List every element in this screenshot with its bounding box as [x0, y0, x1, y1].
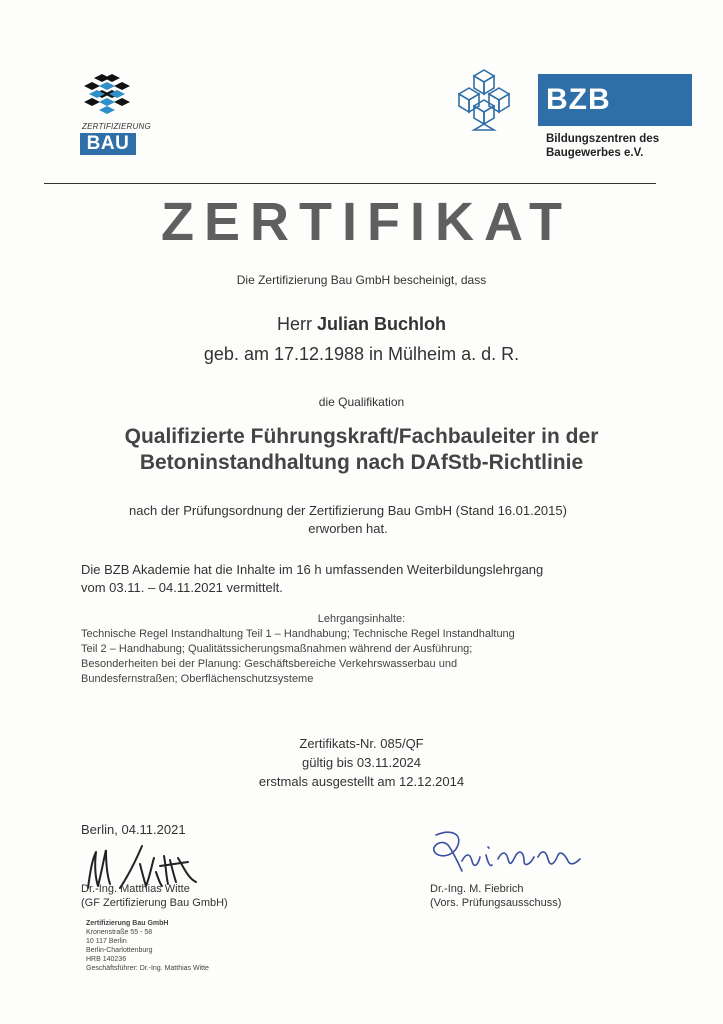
regulation-text: [108, 502, 588, 538]
recipient-salutation: Herr: [276, 314, 317, 334]
cube-cluster-icon: [80, 72, 140, 118]
bzb-label: BZB: [546, 83, 611, 116]
signatory-right: [430, 882, 561, 910]
certificate-title: ZERTIFIKAT: [161, 192, 572, 252]
footer-hrb: HRB 140236: [86, 956, 127, 963]
zertifizierung-bau-logo: [80, 72, 151, 164]
signature-fiebrich: [428, 825, 588, 885]
recipient-birth: geb. am 17.12.1988 in Mülheim a. d. R.: [203, 344, 520, 364]
qualification-title: [0, 424, 723, 476]
bzb-logo: [538, 74, 692, 126]
bzb-subtitle-line1: Bildungszentren des: [546, 133, 660, 145]
footer-ceo: Geschäftsführer: Dr.-Ing. Matthias Witte: [86, 965, 209, 972]
signatory-left-name: Dr.-Ing. Matthias Witte: [81, 883, 190, 895]
course-line2: vom 03.11. – 04.11.2021 vermittelt.: [81, 580, 283, 595]
bzb-subtitle-line2: Baugewerbes e.V.: [546, 147, 644, 159]
recipient-name: [0, 314, 723, 335]
place-date: Berlin, 04.11.2021: [81, 822, 186, 837]
contents-line: Teil 2 – Handhabung; Qualitätssicherungsmaßnahmen während der Ausführung;: [81, 643, 473, 655]
intro-text: Die Zertifizierung Bau GmbH bescheinigt, dass: [236, 273, 487, 287]
signatory-left: [81, 882, 228, 910]
course-line1: Die BZB Akademie hat die Inhalte im 16 h umfassenden Weiterbildungslehrgang: [81, 562, 544, 577]
certificate-number: Zertifikats-Nr. 085/QF: [299, 736, 424, 751]
bzb-cubes-icon: [449, 68, 519, 132]
qualification-line1: Qualifizierte Führungskraft/Fachbauleiter in der: [124, 425, 599, 448]
zert-bau-label: BAU: [80, 133, 136, 155]
header-divider: [44, 183, 656, 184]
footer-district: Berlin-Charlottenburg: [86, 947, 153, 954]
signatory-right-role: (Vors. Prüfungsausschuss): [430, 897, 562, 909]
regulation-line1: nach der Prüfungsordnung der Zertifizierung Bau GmbH (Stand 16.01.2015): [129, 503, 567, 518]
signatory-left-role: (GF Zertifizierung Bau GmbH): [81, 897, 228, 909]
signatory-right-name: Dr.-Ing. M. Fiebrich: [430, 883, 524, 895]
regulation-line2: erworben hat.: [308, 521, 388, 536]
certificate-first-issued: erstmals ausgestellt am 12.12.2014: [258, 774, 465, 789]
footer-address: [86, 919, 209, 973]
qualification-line2: Betoninstandhaltung nach DAfStb-Richtlinie: [139, 451, 584, 474]
course-text: [81, 561, 641, 597]
footer-street: Kronenstraße 55 - 58: [86, 929, 153, 936]
contents-list: [81, 627, 681, 687]
footer-company: Zertifizierung Bau GmbH: [86, 920, 169, 927]
bzb-subtitle: [546, 132, 659, 160]
contents-heading: Lehrgangsinhalte:: [317, 613, 406, 625]
recipient-full-name: Julian Buchloh: [316, 314, 446, 334]
contents-line: Bundesfernstraßen; Oberflächenschutzsysteme: [81, 673, 314, 685]
zert-label: ZERTIFIZIERUNG: [82, 122, 151, 131]
contents-line: Besonderheiten bei der Planung: Geschäftsbereiche Verkehrswasserbau und: [81, 658, 458, 670]
certificate-details: [0, 734, 723, 791]
footer-city: 10 117 Berlin: [86, 938, 127, 945]
certificate-valid-until: gültig bis 03.11.2024: [301, 755, 422, 770]
qualification-intro: die Qualifikation: [318, 395, 405, 409]
contents-line: Technische Regel Instandhaltung Teil 1 – Handhabung; Technische Regel Instandhaltung: [81, 628, 515, 640]
